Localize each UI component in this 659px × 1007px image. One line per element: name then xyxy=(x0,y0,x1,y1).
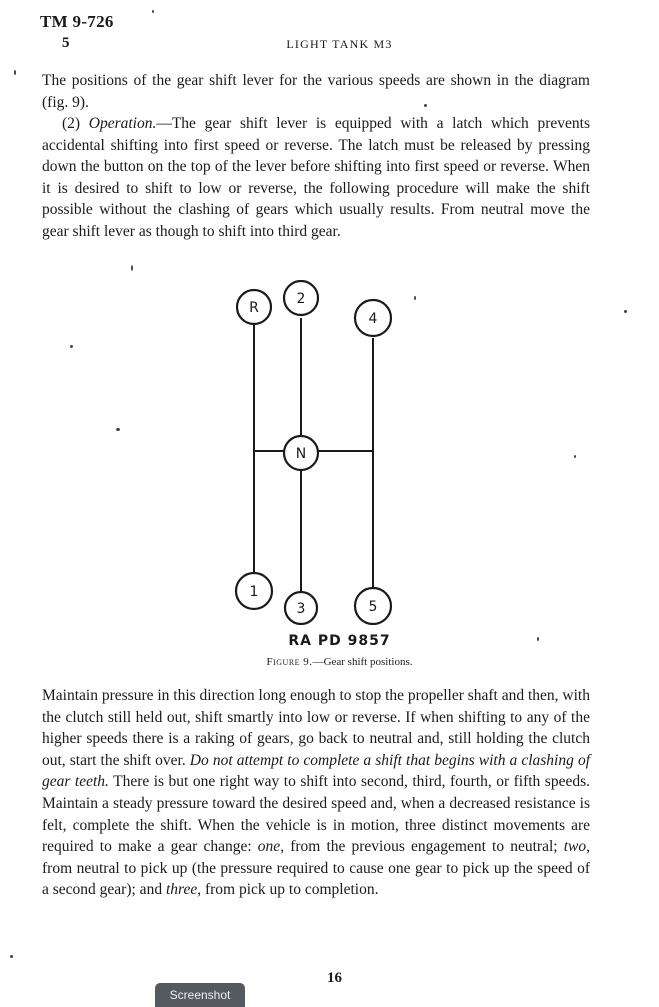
scan-speck xyxy=(424,104,427,107)
paragraph-operation xyxy=(42,113,590,242)
section-number: 5 xyxy=(62,35,70,51)
top-text-block xyxy=(42,70,590,242)
operation-text: —The gear shift lever is equipped with a latch which prevents accidental shifting into first speed or reverse. The latch must be released by pressing down the button on the top of the lever before shifting into first speed or reverse. When it is desired to shift to low or reverse, the following procedure will make the shift possible without the clashing of gears which usually results. From neutral move the gear shift lever as though to shift into third gear. xyxy=(42,115,590,240)
page-number: 16 xyxy=(327,970,342,986)
procedure-text-a: Maintain pressure in this direction long enough to stop the propeller shaft and then, with the clutch still held out, shift smartly into low or reverse. If when shifting to any of the higher speeds there is a raking of gears, go back to neutral and, still holding the clutch out, start the shift over. xyxy=(42,687,590,769)
procedure-text-e: , from pick up to completion. xyxy=(197,881,379,899)
operation-number: (2) xyxy=(62,115,89,132)
third-gear-label: 3 xyxy=(296,601,306,617)
screenshot-button[interactable]: Screenshot xyxy=(155,983,245,1007)
gear-shift-svg xyxy=(220,280,400,625)
scan-speck xyxy=(624,310,627,313)
paragraph-intro: The positions of the gear shift lever for the various speeds are shown in the diagram (fig. 9). xyxy=(42,72,590,111)
scan-speck xyxy=(152,10,154,13)
movement-three: three xyxy=(165,881,198,899)
scan-speck xyxy=(116,428,120,431)
reverse-label: R xyxy=(249,300,259,316)
figure-caption-text: —Gear shift positions. xyxy=(312,656,413,668)
figure-caption-label: Figure 9. xyxy=(266,656,313,668)
procedure-warning: Do not attempt to complete a shift that begins with a clashing of gear teeth. xyxy=(42,751,590,791)
operation-heading: Operation. xyxy=(88,115,157,132)
scan-speck xyxy=(70,345,73,348)
movement-two: two xyxy=(563,838,587,856)
movement-one: one xyxy=(257,838,281,856)
neutral-label: N xyxy=(295,446,307,462)
bottom-text-block xyxy=(42,685,590,901)
fifth-gear-label: 5 xyxy=(368,599,378,615)
figure-caption xyxy=(0,656,659,668)
scan-speck xyxy=(10,955,13,958)
plate-code: RA PD 9857 xyxy=(288,633,391,649)
scan-speck xyxy=(537,637,539,641)
technical-manual-label: TM 9-726 xyxy=(40,12,114,31)
scan-speck xyxy=(14,70,16,75)
second-gear-label: 2 xyxy=(296,291,306,307)
procedure-text-b: There is but one right way to shift into second, third, fourth, or fifth speeds. Maintain a steady pressure toward the desired speed and, when a decreased resistance is felt, complete the shift. When the vehicle is in motion, three distinct movements are required to make a gear change: xyxy=(42,773,590,856)
gear-shift-diagram xyxy=(220,280,400,625)
procedure-text-c: , from the previous engagement to neutral; xyxy=(280,838,564,856)
paragraph-procedure xyxy=(42,685,590,901)
fourth-gear-label: 4 xyxy=(368,311,378,327)
scan-speck xyxy=(131,265,133,271)
scan-speck xyxy=(574,455,576,458)
running-title: LIGHT TANK M3 xyxy=(286,37,393,51)
first-gear-label: 1 xyxy=(249,584,259,600)
scan-speck xyxy=(414,296,416,300)
procedure-text-d: , from neutral to pick up (the pressure required to cause one gear to pick up the speed of a second gear); and xyxy=(42,838,590,899)
